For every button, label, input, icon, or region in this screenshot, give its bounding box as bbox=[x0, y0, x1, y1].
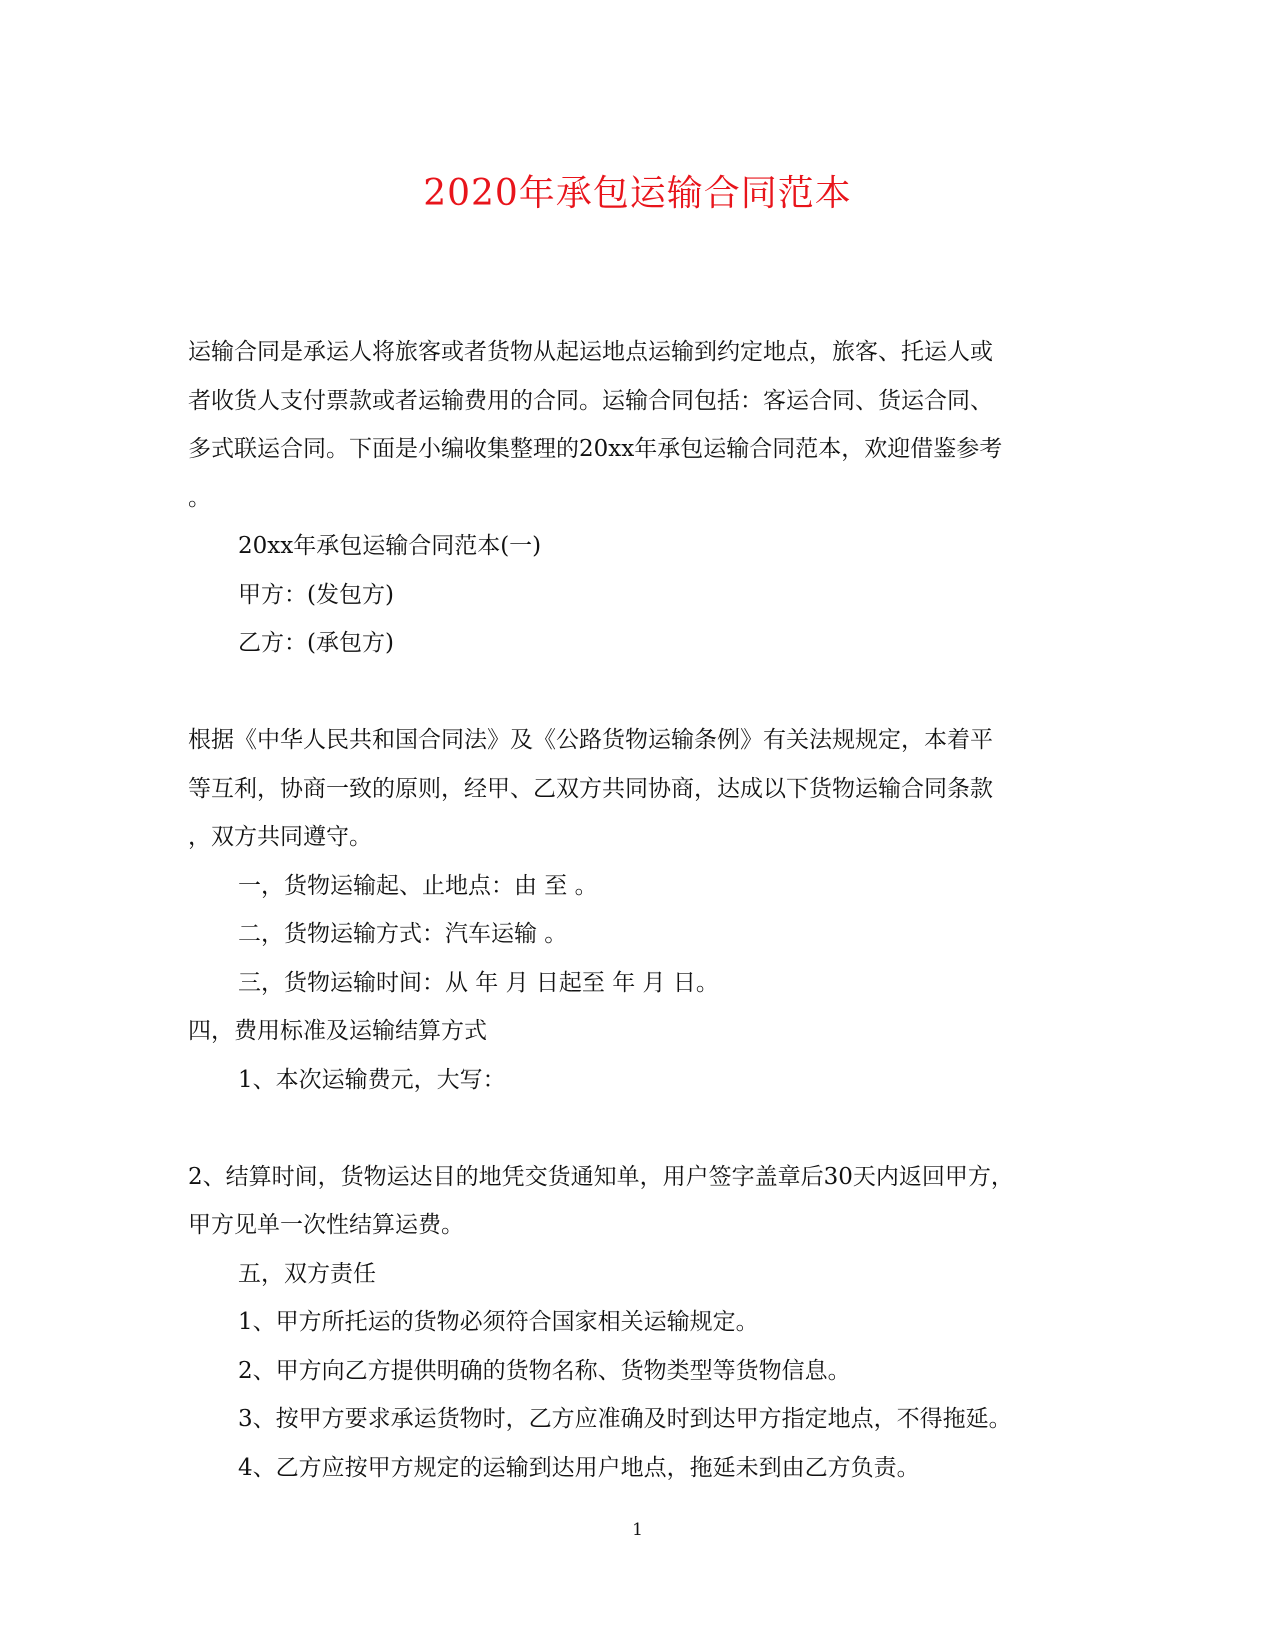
basis-line-2: 等互利，协商一致的原则，经甲、乙双方共同协商，达成以下货物运输合同条款 bbox=[188, 775, 993, 802]
page-number: 1 bbox=[632, 1520, 643, 1540]
clause-5-item-2: 2、甲方向乙方提供明确的货物名称、货物类型等货物信息。 bbox=[238, 1357, 851, 1384]
basis-line-1: 根据《中华人民共和国合同法》及《公路货物运输条例》有关法规规定，本着平 bbox=[188, 727, 993, 753]
clause-5-item-1: 1、甲方所托运的货物必须符合国家相关运输规定。 bbox=[238, 1309, 759, 1335]
party-b-line: 乙方：(承包方) bbox=[238, 630, 394, 656]
intro-line-1: 运输合同是承运人将旅客或者货物从起运地点运输到约定地点，旅客、托运人或 bbox=[188, 339, 993, 365]
clause-5-title: 五，双方责任 bbox=[238, 1260, 376, 1287]
clause-4-title: 四，费用标准及运输结算方式 bbox=[188, 1018, 487, 1044]
document-title: 2020年承包运输合同范本 bbox=[423, 173, 852, 214]
section-title: 20xx年承包运输合同范本(一) bbox=[238, 533, 542, 559]
clause-4-item-2-line-2: 甲方见单一次性结算运费。 bbox=[188, 1212, 464, 1238]
document-body bbox=[188, 328, 1068, 1492]
intro-line-2: 者收货人支付票款或者运输费用的合同。运输合同包括：客运合同、货运合同、 bbox=[188, 387, 993, 414]
clause-4-item-1: 1、本次运输费元，大写： bbox=[238, 1066, 506, 1093]
clause-5-item-3: 3、按甲方要求承运货物时，乙方应准确及时到达甲方指定地点，不得拖延。 bbox=[238, 1406, 1012, 1432]
clause-5-item-4: 4、乙方应按甲方规定的运输到达用户地点，拖延未到由乙方负责。 bbox=[238, 1454, 920, 1481]
clause-2: 二，货物运输方式：汽车运输 。 bbox=[238, 921, 568, 947]
clause-1: 一，货物运输起、止地点：由 至 。 bbox=[238, 872, 598, 899]
clause-3: 三，货物运输时间：从 年 月 日起至 年 月 日。 bbox=[238, 969, 719, 996]
basis-line-3: ，双方共同遵守。 bbox=[188, 824, 372, 850]
party-a-line: 甲方：(发包方) bbox=[238, 581, 394, 608]
intro-line-4: 。 bbox=[188, 484, 211, 511]
clause-4-item-2-line-1: 2、结算时间，货物运达目的地凭交货通知单，用户签字盖章后30天内返回甲方， bbox=[188, 1163, 1014, 1190]
intro-line-3: 多式联运合同。下面是小编收集整理的20xx年承包运输合同范本，欢迎借鉴参考 bbox=[188, 436, 1003, 462]
